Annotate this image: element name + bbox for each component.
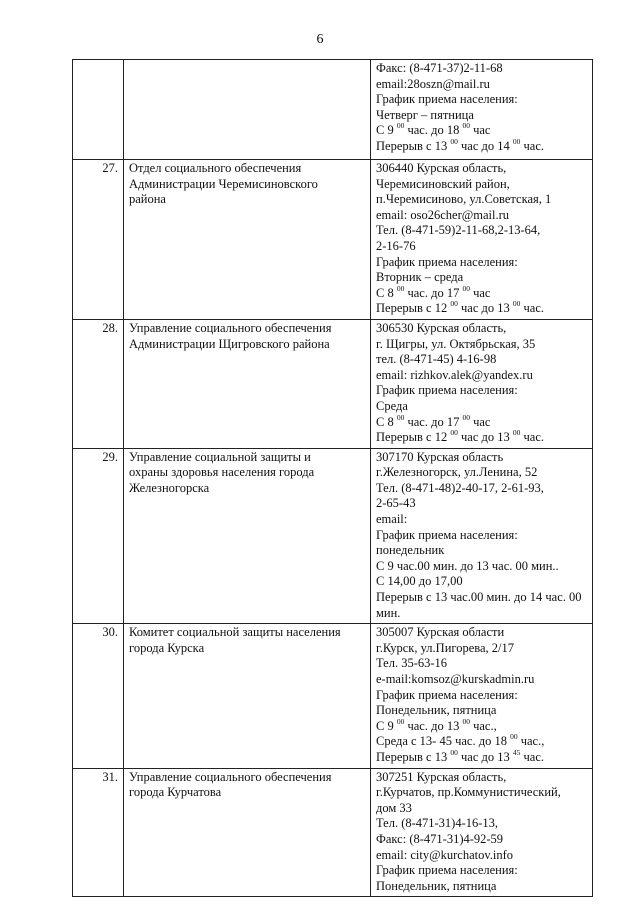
organization-cell (124, 60, 371, 160)
organization-line: Управление социального обеспечения (129, 769, 332, 784)
contact-text: Тел. (8-471-31)4-16-13, (376, 816, 499, 831)
contact-line (376, 512, 587, 528)
contact-line (376, 136, 587, 155)
superscript-minutes: 00 (462, 121, 470, 131)
contact-text: С 14,00 до 17,00 (376, 574, 463, 589)
superscript-minutes: 00 (462, 716, 470, 726)
organization-cell (124, 768, 371, 897)
contacts-cell (371, 160, 593, 320)
organization-line: города Курчатова (129, 785, 222, 800)
contact-text: email: (376, 512, 408, 527)
contact-text: час (469, 414, 491, 429)
contact-text: Понедельник, пятница (376, 878, 497, 893)
contact-text: час. (520, 138, 544, 153)
table-row (73, 624, 593, 768)
contact-line (376, 77, 587, 93)
organization-line: города Курска (129, 640, 205, 655)
contact-text: С 9 (376, 123, 397, 138)
organization-line: охраны здоровья населения города (129, 465, 315, 480)
organization-line: Управление социального обеспечения (129, 320, 332, 335)
superscript-minutes: 00 (450, 299, 458, 309)
organization-line: Администрации Черемисиновского (129, 176, 318, 191)
contact-text: г.Курчатов, пр.Коммунистический, (376, 785, 561, 800)
organization-line: Управление социальной защиты и (129, 449, 311, 464)
contact-line (376, 641, 587, 657)
row-number: 28. (73, 319, 124, 448)
contacts-cell (371, 624, 593, 768)
superscript-minutes: 00 (510, 732, 518, 742)
contact-text: С 9 (376, 718, 397, 733)
table-row (73, 319, 593, 448)
contact-line (376, 816, 587, 832)
contact-text: С 8 (376, 285, 397, 300)
contact-line (376, 625, 587, 641)
contact-text: понедельник (376, 543, 445, 558)
contact-line (376, 270, 587, 286)
contact-line (376, 574, 587, 590)
contact-text: email: oso26cher@mail.ru (376, 207, 510, 222)
contact-line (376, 770, 587, 786)
contact-text: час (469, 123, 491, 138)
table-row (73, 448, 593, 624)
table-row (73, 160, 593, 320)
contact-line (376, 92, 587, 108)
contact-line (376, 383, 587, 399)
contact-text: час до 14 (457, 138, 513, 153)
superscript-minutes: 00 (450, 428, 458, 438)
contact-text: 2-16-76 (376, 238, 416, 253)
contact-text: 307170 Курская область (376, 449, 504, 464)
contact-line (376, 863, 587, 879)
contact-text: С 9 час.00 мин. до 13 час. 00 мин.. (376, 558, 559, 573)
contact-line (376, 465, 587, 481)
contact-line (376, 399, 587, 415)
superscript-minutes: 00 (462, 283, 470, 293)
contact-text: Понедельник, пятница (376, 703, 497, 718)
contact-line (376, 688, 587, 704)
contact-line (376, 352, 587, 368)
contact-text: Перерыв с 12 (376, 301, 451, 316)
contact-text: Перерыв с 13 (376, 749, 451, 764)
contact-text: 2-65-43 (376, 496, 416, 511)
organization-cell (124, 448, 371, 624)
contact-text: Среда (376, 398, 408, 413)
contact-line (376, 716, 587, 735)
superscript-minutes: 00 (396, 412, 405, 422)
contact-line (376, 337, 587, 353)
contact-text: email: city@kurchatov.info (376, 847, 514, 862)
contact-text: График приема населения: (376, 687, 518, 702)
contact-text: час до 13 (457, 749, 513, 764)
row-number: 31. (73, 768, 124, 897)
contact-text: График приема населения: (376, 92, 518, 107)
contacts-cell (371, 60, 593, 160)
superscript-minutes: 00 (396, 716, 405, 726)
contact-text: час., (469, 718, 497, 733)
superscript-minutes: 00 (512, 299, 521, 309)
contact-text: Факс: (8-471-37)2-11-68 (376, 61, 503, 75)
contact-text: Вторник – среда (376, 270, 464, 285)
contact-text: Черемисиновский район, (376, 176, 510, 191)
contact-line (376, 301, 587, 317)
contact-line (376, 123, 587, 139)
contact-line (376, 430, 587, 446)
contact-text: График приема населения: (376, 863, 518, 878)
contact-line (376, 747, 587, 766)
contact-line (376, 192, 587, 208)
superscript-minutes: 00 (450, 747, 458, 757)
contact-text: Факс: (8-471-31)4-92-59 (376, 831, 504, 846)
contact-line (376, 223, 587, 239)
superscript-minutes: 00 (512, 428, 521, 438)
contact-text: дом 33 (376, 800, 412, 815)
contact-line (376, 543, 587, 559)
superscript-minutes: 45 (512, 747, 521, 757)
row-number: 30. (73, 624, 124, 768)
organization-line: Комитет социальной защиты населения (129, 625, 341, 640)
contact-text: Четверг – пятница (376, 107, 474, 122)
contact-text: г.Железногорск, ул.Ленина, 52 (376, 465, 538, 480)
contact-line (376, 255, 587, 271)
contact-text: 306530 Курская область, (376, 320, 507, 335)
contact-text: email:28oszn@mail.ru (376, 76, 490, 91)
contact-line (376, 321, 587, 337)
contact-text: час. до 17 (404, 414, 463, 429)
table-row (73, 768, 593, 897)
contact-line (376, 559, 587, 575)
table-row (73, 60, 593, 160)
superscript-minutes: 00 (450, 136, 458, 146)
contact-text: час до 13 (457, 301, 513, 316)
contact-line (376, 412, 587, 431)
contact-text: График приема населения: (376, 254, 518, 269)
contact-line (376, 879, 587, 895)
contact-text: Тел. 35-63-16 (376, 656, 448, 671)
social-services-table (72, 59, 593, 897)
contact-line (376, 208, 587, 224)
contact-text: п.Черемисиново, ул.Советская, 1 (376, 192, 552, 207)
contact-text: час. до 13 (404, 718, 463, 733)
table-body (73, 60, 593, 897)
contact-line (376, 368, 587, 384)
contact-line (376, 450, 587, 466)
organization-line: Железногорска (129, 480, 210, 495)
row-number (73, 60, 124, 160)
contact-text: час до 13 (457, 430, 513, 445)
contact-line (376, 734, 587, 750)
contact-text: e-mail:komsoz@kurskadmin.ru (376, 672, 535, 686)
contact-text: час. до 18 (404, 123, 463, 138)
contact-line (376, 801, 587, 817)
row-number: 27. (73, 160, 124, 320)
contact-text: Перерыв с 13 (376, 138, 451, 153)
contact-text: час. (520, 430, 544, 445)
contact-line (376, 785, 587, 801)
contact-text: г.Курск, ул.Пигорева, 2/17 (376, 640, 515, 655)
contact-line (376, 672, 587, 688)
organization-line: Отдел социального обеспечения (129, 161, 302, 175)
contact-line (376, 590, 587, 621)
contacts-cell (371, 768, 593, 897)
contact-line (376, 239, 587, 255)
contact-text: час., (517, 734, 545, 749)
contact-line (376, 528, 587, 544)
contact-text: Перерыв с 12 (376, 430, 451, 445)
contact-line (376, 161, 587, 177)
contact-text: Перерыв с 13 час.00 мин. до 14 час. 00 мин. (376, 590, 582, 620)
contacts-cell (371, 319, 593, 448)
contact-line (376, 656, 587, 672)
contact-line (376, 61, 587, 77)
superscript-minutes: 00 (512, 136, 521, 146)
row-number: 29. (73, 448, 124, 624)
contact-text: График приема населения: (376, 383, 518, 398)
contact-text: С 8 (376, 414, 397, 429)
contact-text: час (469, 285, 491, 300)
contact-line (376, 108, 587, 124)
organization-line: Администрации Щигровского района (129, 336, 330, 351)
contact-text: График приема населения: (376, 527, 518, 542)
contact-line (376, 283, 587, 302)
contact-line (376, 848, 587, 864)
contact-text: г. Щигры, ул. Октябрьская, 35 (376, 336, 536, 351)
page-number: 6 (316, 32, 324, 47)
organization-cell (124, 319, 371, 448)
organization-line: района (129, 192, 166, 207)
contact-text: час. до 17 (404, 285, 463, 300)
contact-line (376, 832, 587, 848)
contact-line (376, 496, 587, 512)
contact-text: Среда с 13- 45 час. до 18 (376, 734, 511, 749)
contact-line (376, 703, 587, 719)
contacts-cell (371, 448, 593, 624)
contact-line (376, 177, 587, 193)
contact-text: тел. (8-471-45) 4-16-98 (376, 352, 497, 367)
organization-cell (124, 160, 371, 320)
contact-text: 307251 Курская область, (376, 769, 507, 784)
superscript-minutes: 00 (462, 412, 470, 422)
contact-text: 305007 Курская области (376, 625, 505, 640)
contact-text: Тел. (8-471-59)2-11-68,2-13-64, (376, 223, 541, 238)
contact-text: email: rizhkov.alek@yandex.ru (376, 367, 533, 382)
contact-text: Тел. (8-471-48)2-40-17, 2-61-93, (376, 480, 544, 495)
superscript-minutes: 00 (396, 283, 405, 293)
contact-line (376, 481, 587, 497)
contact-text: час. (520, 301, 544, 316)
superscript-minutes: 00 (396, 121, 405, 131)
contact-text: 306440 Курская область, (376, 161, 507, 175)
contact-text: час. (520, 749, 544, 764)
organization-cell (124, 624, 371, 768)
